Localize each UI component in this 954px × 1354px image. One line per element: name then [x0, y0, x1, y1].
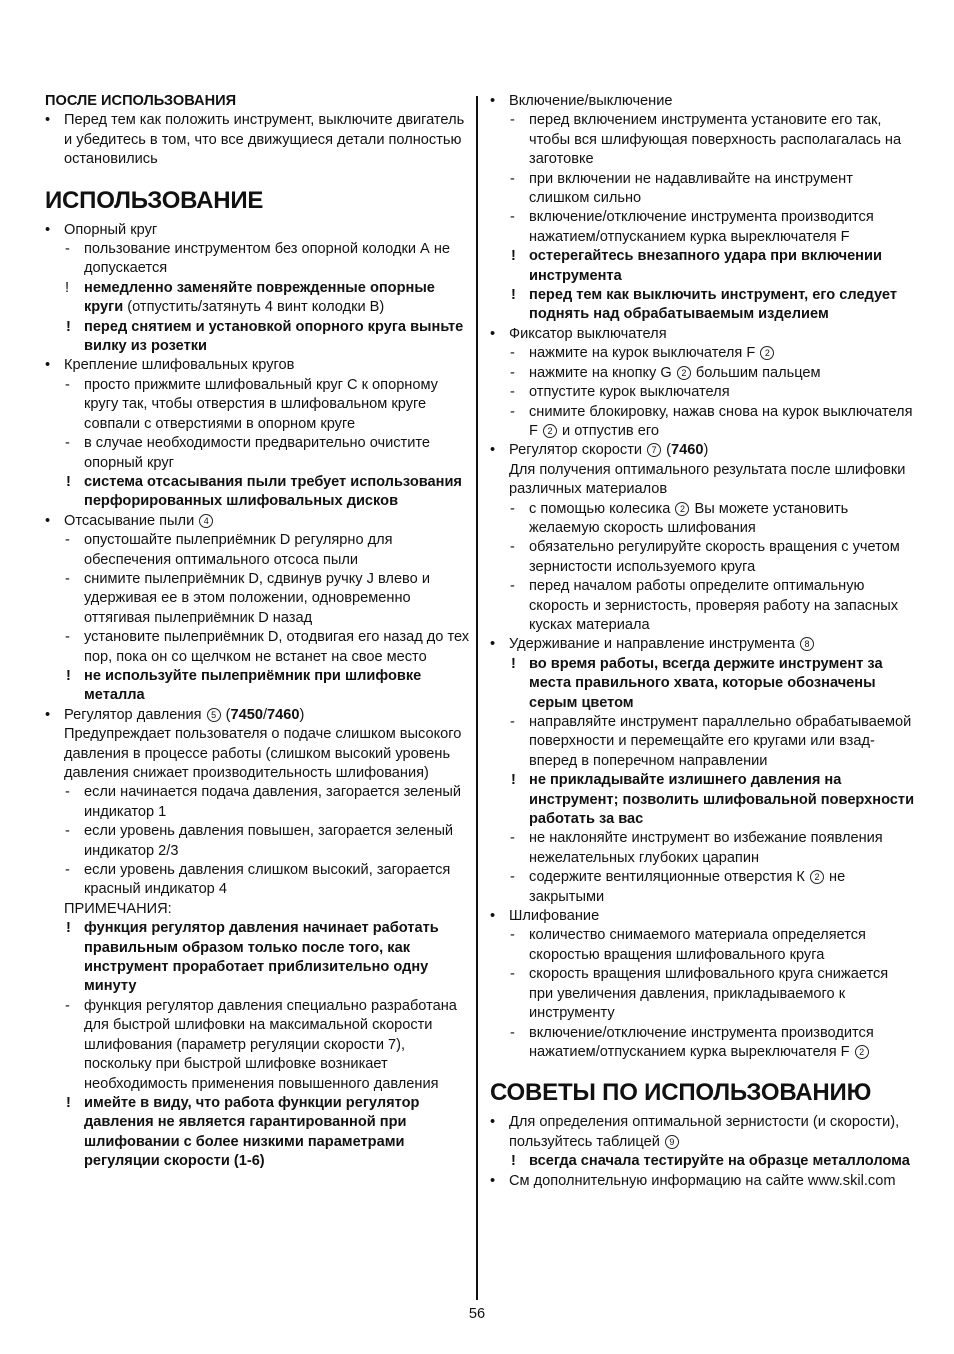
- exclamation-icon: !: [66, 473, 71, 490]
- list-subitem: - включение/отключение инструмента производится нажатием/отпусканием курка выреключателя F 2: [510, 1024, 874, 1060]
- exclamation-icon: !: [511, 1153, 516, 1170]
- list-subitem: - перед началом работы определите оптимальную скорость и зернистость, проверяя работу на запасных кусках материала: [510, 578, 899, 633]
- right-column: [490, 92, 915, 1191]
- exclamation-icon: !: [511, 772, 516, 789]
- figure-ref-icon: 8: [800, 637, 814, 651]
- list-subitem: - нажмите на курок выключателя F 2: [490, 344, 915, 363]
- exclamation-icon: !: [66, 318, 71, 335]
- list-item: • Опорный круг: [45, 221, 470, 240]
- list-item: • Регулятор скорости 7 (7460) Для получения оптимального результата после шлифовки различных материалов: [490, 441, 915, 499]
- list-subitem: - если начинается подача давления, загорается зеленый индикатор 1: [65, 784, 462, 820]
- exclamation-icon: !: [66, 920, 71, 937]
- list-item: • Регулятор давления 5 (7450/7460) Предупреждает пользователя о подаче слишком высокого давления в процессе работы (слишком высокий уровень давления снижает производительность шлифования): [45, 706, 470, 784]
- exclamation-icon: !: [511, 248, 516, 265]
- figure-ref-icon: 2: [677, 366, 691, 380]
- list-subitem: - при включении не надавливайте на инструмент слишком сильно: [510, 170, 853, 207]
- warning-item: ! система отсасывания пыли требует использования перфорированных шлифовальных дисков: [66, 473, 462, 510]
- bullet-icon: •: [45, 706, 51, 723]
- figure-ref-icon: 4: [199, 514, 213, 528]
- list-item: • Перед тем как положить инструмент, выключите двигатель и убедитесь в том, что все движущиеся детали полностью остановились: [45, 112, 465, 168]
- list-item: • Для определения оптимальной зернистости (и скорости), пользуйтесь таблицей 9: [490, 1114, 900, 1150]
- warning-item: ! немедленно заменяйте поврежденные опорные круги (отпустить/затянуть 4 винт колодки В): [65, 279, 435, 316]
- bullet-icon: •: [45, 357, 51, 374]
- list-subitem: - пользование инструментом без опорной колодки А не допускается: [65, 241, 451, 277]
- figure-ref-icon: 9: [665, 1135, 679, 1149]
- figure-ref-icon: 2: [810, 870, 824, 884]
- speed-description: Для получения оптимального результата после шлифовки различных материалов: [509, 461, 906, 498]
- tips-heading: СОВЕТЫ ПО ИСПОЛЬЗОВАНИЮ: [490, 1079, 872, 1107]
- list-subitem: - снимите пылеприёмник D, сдвинув ручку J влево и удерживая ее в этом положении, одновременно оттягивая пылеприёмник D назад: [65, 570, 430, 626]
- figure-ref-icon: 7: [647, 443, 661, 457]
- figure-ref-icon: 2: [543, 424, 557, 438]
- bullet-icon: •: [45, 512, 51, 529]
- bullet-icon: •: [490, 325, 496, 342]
- list-subitem: - просто прижмите шлифовальный круг С к опорному кругу так, чтобы отверстия в шлифовальном круге совпали с отверстиями в опорном круге: [65, 376, 438, 432]
- list-item: • Фиксатор выключателя: [490, 325, 915, 344]
- warning-item: ! имейте в виду, что работа функции регулятор давления не является гарантированной при шлифовании с более низкими параметрами регуляции скорости (1-6): [66, 1094, 420, 1170]
- exclamation-icon: !: [66, 667, 71, 684]
- warning-item: ! не прикладывайте излишнего давления на инструмент; позволить шлифовальной поверхности работать за вас: [511, 772, 915, 828]
- figure-ref-icon: 2: [855, 1045, 869, 1059]
- list-item: • Отсасывание пыли 4: [45, 512, 470, 531]
- figure-ref-icon: 2: [760, 346, 774, 360]
- list-subitem: - включение/отключение инструмента производится нажатием/отпусканием курка выреключателя F: [510, 209, 874, 245]
- list-subitem: - перед включением инструмента установите его так, чтобы вся шлифующая поверхность располагалась на заготовке: [510, 112, 902, 168]
- list-subitem: - не наклоняйте инструмент во избежание появления нежелательных глубоких царапин: [510, 830, 883, 866]
- figure-ref-icon: 2: [675, 502, 689, 516]
- exclamation-icon: !: [511, 655, 516, 672]
- warning-item: ! остерегайтесь внезапного удара при включении инструмента: [511, 248, 882, 284]
- list-subitem: - отпустите курок выключателя: [510, 384, 730, 401]
- list-item: • Удерживание и направление инструмента 8: [490, 635, 915, 654]
- list-subitem: - установите пылеприёмник D, отодвигая его назад до тех пор, пока он со щелчком не встанет на свое место: [65, 629, 470, 665]
- list-subitem: - снимите блокировку, нажав снова на курок выключателя F 2 и отпустив его: [510, 403, 913, 439]
- bullet-icon: •: [490, 442, 496, 459]
- list-item: • Включение/выключение: [490, 92, 915, 111]
- warning-item: ! перед снятием и установкой опорного круга выньте вилку из розетки: [66, 318, 464, 355]
- exclamation-icon: !: [511, 287, 516, 304]
- list-subitem: - функция регулятор давления специально разработана для быстрой шлифовки на максимальной скорости шлифования (параметр регуляции скорости 7), поскольку при быстрой шлифовке возникает необходимость применения повышенного давления: [65, 997, 457, 1092]
- list-item: • Шлифование: [490, 907, 915, 926]
- pressure-description: Предупреждает пользователя о подаче слишком высокого давления в процессе работы (слишком высокий уровень давления снижает производительность шлифования): [64, 726, 462, 781]
- column-divider: [476, 96, 478, 1300]
- list-subitem: - скорость вращения шлифовального круга снижается при увеличения давления, прикладываемого к инструменту: [510, 966, 889, 1022]
- use-heading: ИСПОЛЬЗОВАНИЕ: [45, 186, 264, 214]
- list-subitem: - обязательно регулируйте скорость вращения с учетом зернистости используемого круга: [510, 539, 900, 575]
- warning-item: ! функция регулятор давления начинает работать правильным образом только после того, как инструмент проработает приблизительно одну минуту: [66, 920, 439, 995]
- list-item: • Крепление шлифовальных кругов: [45, 356, 470, 375]
- left-column: [45, 92, 470, 1172]
- after-use-heading: ПОСЛЕ ИСПОЛЬЗОВАНИЯ: [45, 93, 237, 109]
- list-subitem: - нажмите на кнопку G 2 большим пальцем: [510, 364, 821, 381]
- bullet-icon: •: [490, 908, 496, 925]
- list-item: • См дополнительную информацию на сайте www.skil.com: [490, 1172, 915, 1191]
- exclamation-icon: !: [66, 1094, 71, 1111]
- bullet-icon: •: [490, 636, 496, 653]
- page-number: 56: [468, 1306, 486, 1322]
- notes-label: ПРИМЕЧАНИЯ:: [64, 900, 172, 917]
- list-subitem: - количество снимаемого материала определяется скоростью вращения шлифовального круга: [510, 927, 866, 963]
- list-subitem: - если уровень давления слишком высокий, загорается красный индикатор 4: [65, 862, 451, 898]
- figure-ref-icon: 5: [207, 708, 221, 722]
- list-subitem: - в случае необходимости предварительно очистите опорный круг: [65, 435, 431, 471]
- exclamation-icon: !: [65, 279, 70, 296]
- bullet-icon: •: [490, 93, 496, 109]
- bullet-icon: •: [490, 1114, 496, 1131]
- warning-item: ! не используйте пылеприёмник при шлифовке металла: [66, 667, 422, 704]
- list-subitem: - с помощью колесика 2 Вы можете установить желаемую скорость шлифования: [510, 500, 849, 536]
- list-subitem: - направляйте инструмент параллельно обрабатываемой поверхности и перемещайте его кругами или взад-вперед в поперечном направлении: [510, 714, 912, 769]
- warning-item: ! во время работы, всегда держите инструмент за места правильного хвата, которые обозначены серым цветом: [511, 655, 883, 711]
- warning-item: ! перед тем как выключить инструмент, его следует поднять над обрабатываемым изделием: [511, 287, 897, 323]
- list-subitem: - содержите вентиляционные отверстия К 2 не закрытыми: [510, 869, 846, 905]
- bullet-icon: •: [45, 112, 51, 129]
- bullet-icon: •: [490, 1172, 496, 1189]
- warning-item: ! всегда сначала тестируйте на образце металлолома: [490, 1152, 915, 1171]
- bullet-icon: •: [45, 221, 51, 238]
- list-subitem: - если уровень давления повышен, загорается зеленый индикатор 2/3: [65, 823, 454, 859]
- list-subitem: - опустошайте пылеприёмник D регулярно для обеспечения оптимального отсоса пыли: [65, 532, 393, 568]
